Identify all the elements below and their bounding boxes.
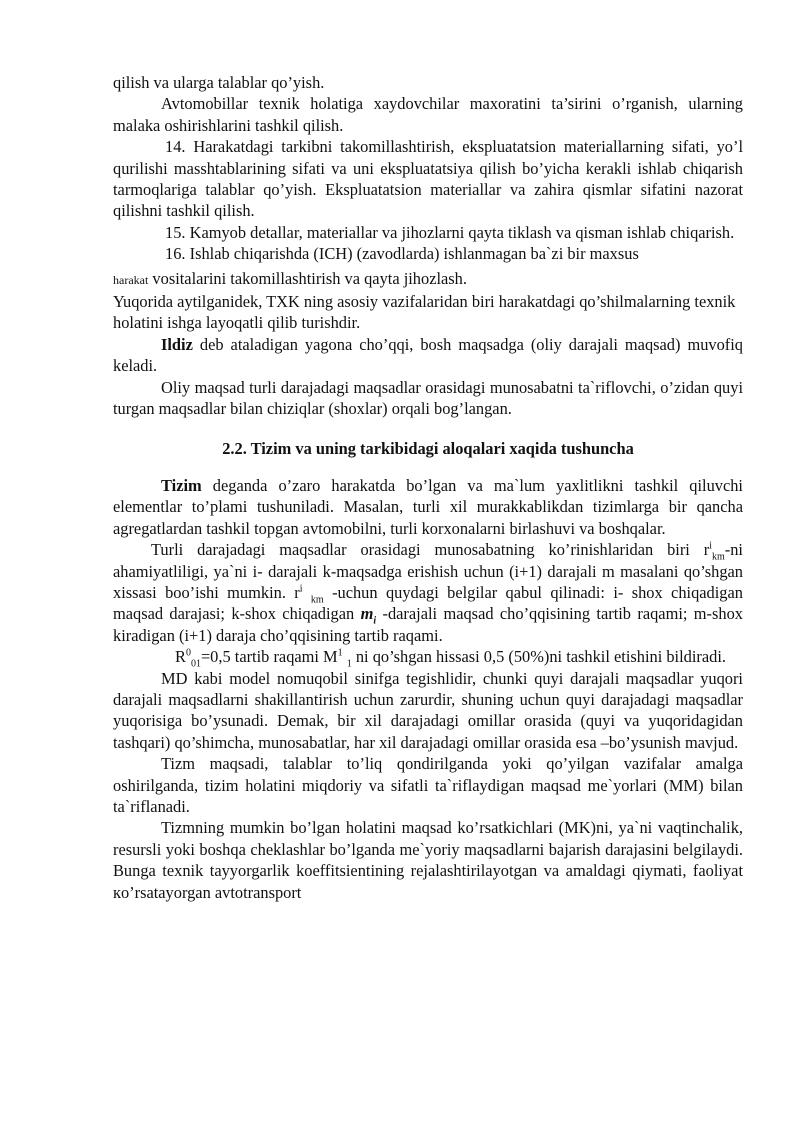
paragraph-item-16-cont xyxy=(113,268,743,291)
paragraph-10-part-d: -darajali maqsad cho’qqisining tartib raqami; m-shox kiradigan (i+1) daraja cho’qqisining tartib raqami. xyxy=(113,604,743,645)
paragraph-7 xyxy=(113,334,743,377)
paragraph-item-15 xyxy=(113,222,743,243)
symbol-m: m xyxy=(360,604,374,624)
superscript-0: 0 xyxy=(185,647,191,659)
paragraph-10-part-c: -uchun quydagi belgilar qabul qilinadi: i- shox chiqadigan maqsad darajasi; k-shox chiqadigan xyxy=(113,582,743,624)
paragraph-11-part-a: =0,5 tartib raqami M xyxy=(200,647,338,667)
superscript-i: i xyxy=(709,540,712,552)
term-tizim: Tizim xyxy=(161,475,202,495)
item-text-15: Kamyob detallar, materiallar va jihozlarni qayta tiklash va qisman ishlab chiqarish. xyxy=(189,222,735,242)
item-text-16b: vositalarini takomillashtirish va qayta jihozlash. xyxy=(152,268,467,288)
subscript-1: 1 xyxy=(346,658,352,670)
paragraph-10 xyxy=(113,539,743,646)
paragraph-2: Avtomobillar texnik holatiga xaydovchilar maxoratini ta’sirini o’rganish, ularning malaka oshirishlarini tashkil qilish. xyxy=(113,94,743,135)
paragraph-14: Tizmning mumkin bo’lgan holatini maqsad ko’rsatkichlari (MK)ni, ya`ni vaqtinchalik, resursli yoki boshqa cheklashlar bo’lganda me`yoriy maqsadlarni bajarish darajasini belgilaydi. Bunga texnik tayyorgarlik koeffitsientining rejalashtirilayotgan va amaldagi qiymati, faoliyat кo’rsatayorgan avtotransport xyxy=(113,818,743,902)
item-number-15: 15. xyxy=(165,222,186,242)
paragraph-item-16 xyxy=(113,243,743,264)
symbol-r: R xyxy=(175,647,186,667)
paragraph-11 xyxy=(113,646,743,670)
subscript-km: km xyxy=(712,551,725,563)
item-number-16: 16. xyxy=(165,244,186,264)
item-number-14: 14. xyxy=(165,137,186,157)
subscript-01: 01 xyxy=(190,658,201,670)
paragraph-8: Oliy maqsad turli darajadagi maqsadlar orasidagi munosabatni ta`riflovchi, o’zidan quyi turgan maqsadlar bilan chiziqlar (shoxlar) orqali bog’langan. xyxy=(113,377,743,419)
paragraph-6: Yuqorida aytilganidek, TXK ning asosiy vazifalaridan biri harakatdagi qo’shilmalarning texnik holatini ishga layoqatli qilib turishdir. xyxy=(113,292,736,333)
section-heading: 2.2. Tizim va uning tarkibidagi aloqalari xaqida tushuncha xyxy=(222,438,634,458)
term-ildiz: Ildiz xyxy=(161,334,193,354)
item-text-16-small: harakat xyxy=(113,272,149,287)
superscript-i-2: i xyxy=(299,583,303,595)
paragraph-item-14 xyxy=(113,136,743,222)
paragraph-12: MD kabi model nomuqobil sinifga tegishlidir, chunki quyi darajali maqsadlar yuqori darajali maqsadlarni shakillantirish uchun zarurdir, shuning uchun quyi darajadagi maqsadlar yuqorisiga bo’ysunadi. Demak, bir xil darajadagi omillar orasida (quyi va yuqoridagidan tashqari) qo’shimcha, munosabatlar, har xil darajadagi omillar orasida esa –bo’ysunish mavjud. xyxy=(113,668,743,752)
paragraph-10-part-a: Turli darajadagi maqsadlar orasidagi munosabatning ko’rinishlaridan biri r xyxy=(151,540,710,560)
paragraph-1: qilish va ularga talablar qo’yish. xyxy=(113,73,325,92)
document-page xyxy=(113,72,743,903)
paragraph-11-part-b: ni qo’shgan hissasi 0,5 (50%)ni tashkil etishini bildiradi. xyxy=(355,647,726,667)
paragraph-9 xyxy=(113,475,743,539)
superscript-1: 1 xyxy=(337,647,343,659)
paragraph-7-text: deb ataladigan yagona cho’qqi, bosh maqsadga (oliy darajali maqsad) muvofiq keladi. xyxy=(113,334,743,376)
symbol-m-subscript: i xyxy=(373,615,377,627)
paragraph-13: Tizm maqsadi, talablar to’liq qondirilganda yoki qo’yilgan vazifalar amalga oshirilganda, tizim holatini miqdoriy va sifatli ta`riflaydigan maqsad me`yorlari (MM) bilan ta`riflanadi. xyxy=(113,754,743,816)
item-text-16a: Ishlab chiqarishda (ICH) (zavodlarda) ishlanmagan ba`zi bir maxsus xyxy=(189,244,639,264)
item-text-14: Harakatdagi tarkibni takomillashtirish, ekspluatatsion materiallarning sifati, yo’l qurilishi masshtablarining sifati va uni ekspluatatsiya qilish bo’yicha kerakli ishlab chiqarish tarmoqlariga talablar qo’yish. Ekspluatatsion materiallar va zahira qismlar sifatini nazorat qilishni tashkil qilish. xyxy=(113,137,743,221)
subscript-km-2: km xyxy=(310,594,324,606)
paragraph-9-text: deganda o’zaro harakatda bo’lgan va ma`lum yaxlitlikni tashkil qiluvchi elementlar to’plami tushuniladi. Masalan, turli xil murakkablikdan tizimlarga bir qancha agregatlardan tashkil topgan avtomobilni, turli korxonalarni birlashuvi va boshqalar. xyxy=(113,475,743,538)
paragraph-10-part-b: -ni ahamiyatliligi, ya`ni i- darajali k-maqsadga erishish uchun (i+1) darajali m masalani qo’shgan xissasi boo’ishi mumkin. r xyxy=(113,540,743,602)
